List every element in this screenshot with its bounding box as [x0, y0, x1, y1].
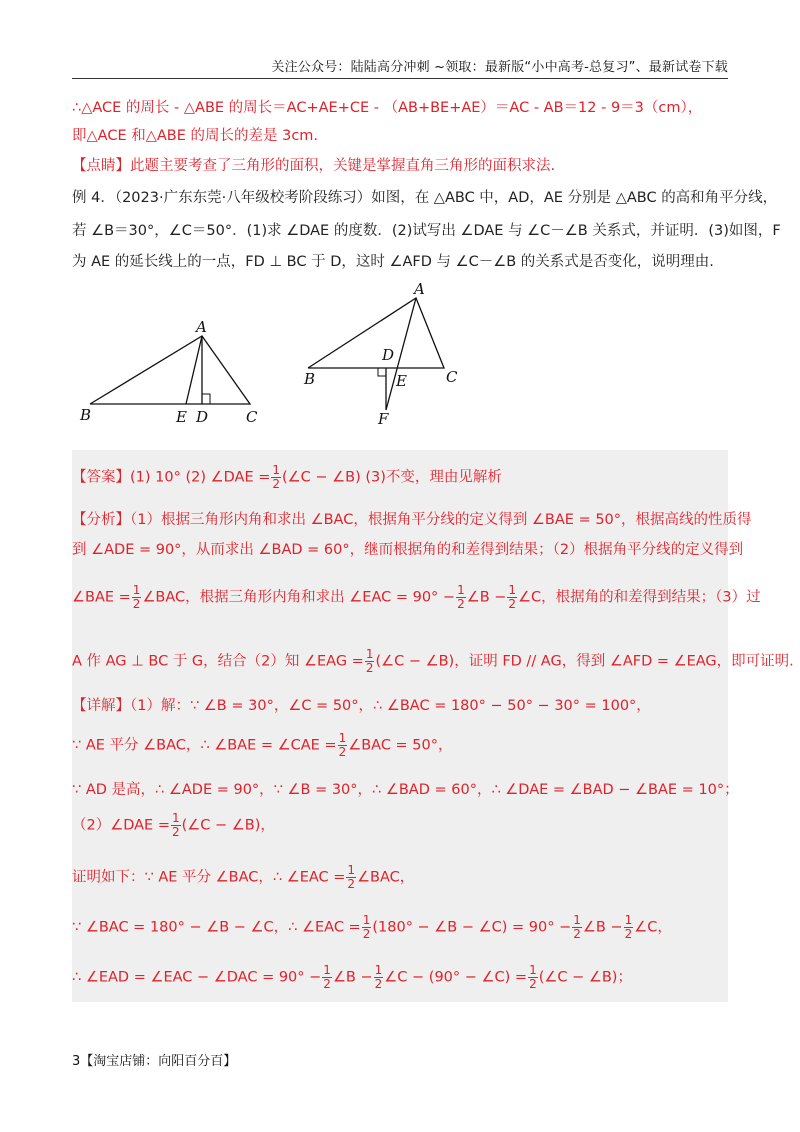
half-fraction: $\frac{1}{2}$ — [624, 913, 633, 941]
solution-line-2: 即△ACE 和△ABE 的周长的差是 3cm. — [72, 128, 319, 144]
half-fraction: $\frac{1}{2}$ — [338, 731, 347, 759]
answer-section — [72, 450, 794, 1002]
half-fraction: $\frac{1}{2}$ — [508, 583, 517, 611]
half-fraction: $\frac{1}{2}$ — [457, 583, 465, 611]
page-footer: 3【淘宝店铺：向阳百分百】 — [72, 1054, 237, 1069]
detail-line-5: 证明如下：∵ AE 平分 ∠BAC，∴ ∠EAC = $\frac{1}{2}$ ∠BAC， — [72, 863, 415, 891]
half-fraction: $\frac{1}{2}$ — [171, 811, 180, 839]
geometry-figures — [72, 276, 728, 436]
fig2-label-A: A — [414, 280, 425, 298]
half-fraction: $\frac{1}{2}$ — [347, 863, 356, 891]
half-fraction: $\frac{1}{2}$ — [272, 463, 281, 491]
fig2-label-F: F — [378, 410, 389, 428]
detail-line-4: （2）∠DAE = $\frac{1}{2}$ (∠C − ∠B)， — [72, 811, 275, 839]
half-fraction: $\frac{1}{2}$ — [573, 913, 581, 941]
half-fraction: $\frac{1}{2}$ — [132, 583, 141, 611]
question-line-1: 例 4．（2023·广东东莞·八年级校考阶段练习）如图，在 △ABC 中，AD，AE 分别是 △ABC 的高和角平分线， — [72, 190, 778, 206]
answer-part-1: (1) 10° — [130, 469, 181, 486]
detail-line-7: ∴ ∠EAD = ∠EAC − ∠DAC = 90° − $\frac{1}{2}$ ∠B − $\frac{1}{2}$ ∠C − (90° − ∠C) = $\frac{1}{2}$ (∠C − ∠B)； — [72, 963, 632, 991]
fig1-label-B: B — [80, 406, 92, 424]
answer-line — [72, 464, 502, 491]
question-line-2: 若 ∠B＝30°，∠C＝50°．(1)求 ∠DAE 的度数．(2)试写出 ∠DAE 与 ∠C－∠B 关系式，并证明．(3)如图，F — [72, 223, 781, 239]
analysis-line-4: A 作 AG ⊥ BC 于 G，结合（2）知 ∠EAG = $\frac{1}{2}$ (∠C − ∠B)，证明 FD // AG，得到 ∠AFD = ∠EAG，即可证明. — [72, 647, 794, 675]
analysis-line-2: 到 ∠ADE = 90°，从而求出 ∠BAD = 60°，继而根据角的和差得到结果；（2）根据角平分线的定义得到 — [72, 542, 744, 558]
detail-line-6: ∵ ∠BAC = 180° − ∠B − ∠C，∴ ∠EAC = $\frac{1}{2}$ (180° − ∠B − ∠C) = 90° − $\frac{1}{2}$ ∠B − $\frac{1}{2}$ ∠C， — [72, 913, 672, 941]
figure-2 — [303, 280, 458, 428]
fig2-label-E: E — [396, 372, 407, 390]
answer-part-2-prefix: (2) ∠DAE = — [185, 469, 271, 486]
solution-line-1: ∴△ACE 的周长 - △ABE 的周长＝AC+AE+CE - （AB+BE+AE）＝AC - AB＝12 - 9＝3（cm）， — [72, 100, 703, 116]
question-line-3: 为 AE 的延长线上的一点，FD ⊥ BC 于 D，这时 ∠AFD 与 ∠C－∠B 的关系式是否变化，说明理由. — [72, 254, 714, 270]
half-fraction: $\frac{1}{2}$ — [323, 963, 331, 991]
detail-line-3: ∵ AD 是高，∴ ∠ADE = 90°，∵ ∠B = 30°，∴ ∠BAD = 60°，∴ ∠DAE = ∠BAD − ∠BAE = 10°； — [72, 782, 739, 798]
fig2-label-C: C — [446, 368, 458, 386]
fig1-label-D: D — [196, 408, 209, 426]
analysis-line-3: ∠BAE = $\frac{1}{2}$ ∠BAC，根据三角形内角和求出 ∠EAC = 90° − $\frac{1}{2}$ ∠B − $\frac{1}{2}$ ∠C，根据角的和差得到结果；（3）过 — [72, 583, 761, 611]
half-fraction: $\frac{1}{2}$ — [374, 963, 383, 991]
fig1-label-E: E — [176, 408, 187, 426]
answer-part-3: (3)不变，理由见解析 — [365, 469, 502, 486]
fig1-label-C: C — [246, 408, 258, 426]
figure-1 — [79, 318, 258, 426]
dianjing-note: 【点睛】此题主要考查了三角形的面积，关键是掌握直角三角形的面积求法. — [72, 158, 556, 174]
example-question — [72, 186, 781, 276]
half-fraction: $\frac{1}{2}$ — [529, 963, 537, 991]
fig2-label-B: B — [304, 370, 316, 388]
fig1-label-A: A — [196, 318, 207, 336]
detail-line-1: 【详解】（1）解：∵ ∠B = 30°，∠C = 50°，∴ ∠BAC = 180° − 50° − 30° = 100°， — [72, 698, 651, 714]
previous-solution — [72, 96, 728, 186]
fig2-label-D: D — [382, 346, 395, 364]
answer-part-2-suffix: (∠C − ∠B) — [282, 469, 361, 486]
answer-label: 【答案】 — [72, 469, 130, 486]
half-fraction: $\frac{1}{2}$ — [365, 647, 374, 675]
half-fraction: $\frac{1}{2}$ — [362, 913, 371, 941]
detail-line-2: ∵ AE 平分 ∠BAC，∴ ∠BAE = ∠CAE = $\frac{1}{2}$ ∠BAC = 50°， — [72, 731, 453, 759]
analysis-line-1: 【分析】（1）根据三角形内角和求出 ∠BAC，根据角平分线的定义得到 ∠BAE = 50°，根据高线的性质得 — [72, 512, 752, 528]
page-header: 关注公众号：陆陆高分冲刺 ~领取：最新版“小中高考-总复习”、最新试卷下载 — [72, 56, 728, 79]
